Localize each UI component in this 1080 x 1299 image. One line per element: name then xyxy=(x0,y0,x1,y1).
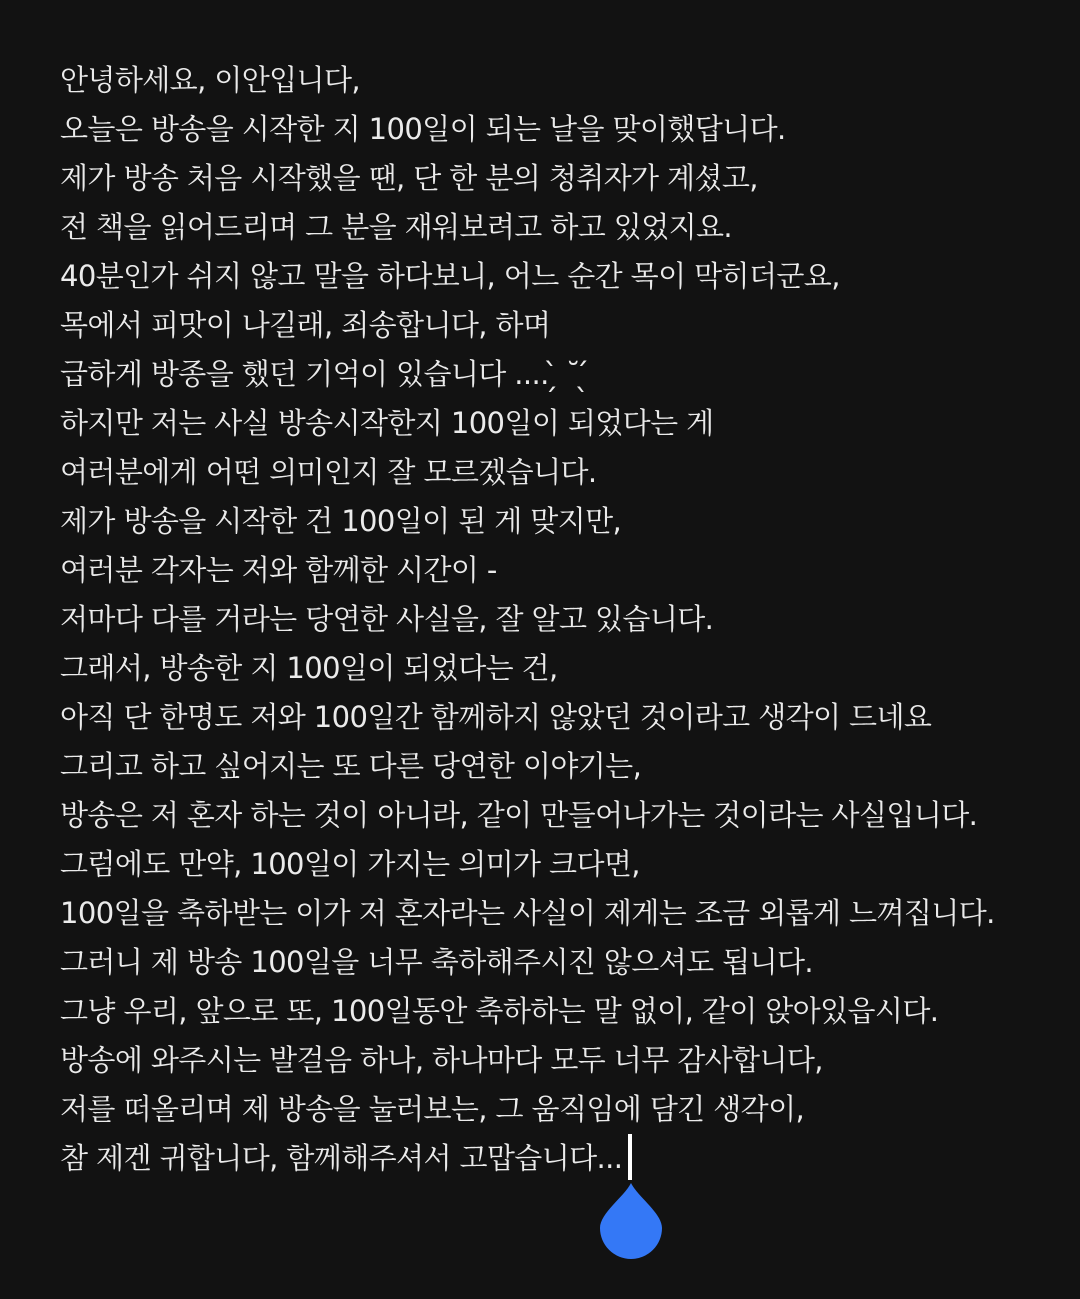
text-cursor xyxy=(628,1134,632,1180)
text-line: 오늘은 방송을 시작한 지 100일이 되는 날을 맞이했답니다. xyxy=(60,112,786,146)
text-line: 목에서 피맛이 나길래, 죄송합니다, 하며 xyxy=(60,308,551,342)
text-line: 제가 방송 처음 시작했을 땐, 단 한 분의 청취자가 계셨고, xyxy=(60,161,758,195)
text-body[interactable] xyxy=(60,56,1050,1183)
text-line: 그러니 제 방송 100일을 너무 축하해주시진 않으셔도 됩니다. xyxy=(60,945,814,979)
text-line: 그리고 하고 싶어지는 또 다른 당연한 이야기는, xyxy=(60,749,642,783)
text-line: 100일을 축하받는 이가 저 혼자라는 사실이 제게는 조금 외롭게 느껴집니다. xyxy=(60,896,995,930)
text-line: 여러분에게 어떤 의미인지 잘 모르겠습니다. xyxy=(60,455,597,489)
text-line: 급하게 방종을 했던 기억이 있습니다 .... ̗̀ ˘ ̖́ xyxy=(60,357,589,391)
text-line: 그냥 우리, 앞으로 또, 100일동안 축하하는 말 없이, 같이 앉아있읍시다. xyxy=(60,994,939,1028)
text-line: 저마다 다를 거라는 당연한 사실을, 잘 알고 있습니다. xyxy=(60,602,714,636)
text-line: 방송에 와주시는 발걸음 하나, 하나마다 모두 너무 감사합니다, xyxy=(60,1043,823,1077)
text-line: 여러분 각자는 저와 함께한 시간이 - xyxy=(60,553,497,587)
text-line: 그래서, 방송한 지 100일이 되었다는 건, xyxy=(60,651,558,685)
text-line: 방송은 저 혼자 하는 것이 아니라, 같이 만들어나가는 것이라는 사실입니다. xyxy=(60,798,978,832)
text-line: 40분인가 쉬지 않고 말을 하다보니, 어느 순간 목이 막히더군요, xyxy=(60,259,840,293)
text-line: 참 제겐 귀합니다, 함께해주셔서 고맙습니다... xyxy=(60,1141,623,1175)
text-line: 저를 떠올리며 제 방송을 눌러보는, 그 움직임에 담긴 생각이, xyxy=(60,1092,805,1126)
text-line: 전 책을 읽어드리며 그 분을 재워보려고 하고 있었지요. xyxy=(60,210,733,244)
text-line: 안녕하세요, 이안입니다, xyxy=(60,63,360,97)
text-line: 하지만 저는 사실 방송시작한지 100일이 되었다는 게 xyxy=(60,406,714,440)
text-line: 제가 방송을 시작한 건 100일이 된 게 맞지만, xyxy=(60,504,622,538)
text-line: 그럼에도 만약, 100일이 가지는 의미가 크다면, xyxy=(60,847,640,881)
text-line: 아직 단 한명도 저와 100일간 함께하지 않았던 것이라고 생각이 드네요 xyxy=(60,700,932,734)
cursor-handle[interactable] xyxy=(598,1183,664,1259)
cursor-handle-icon xyxy=(598,1183,664,1259)
